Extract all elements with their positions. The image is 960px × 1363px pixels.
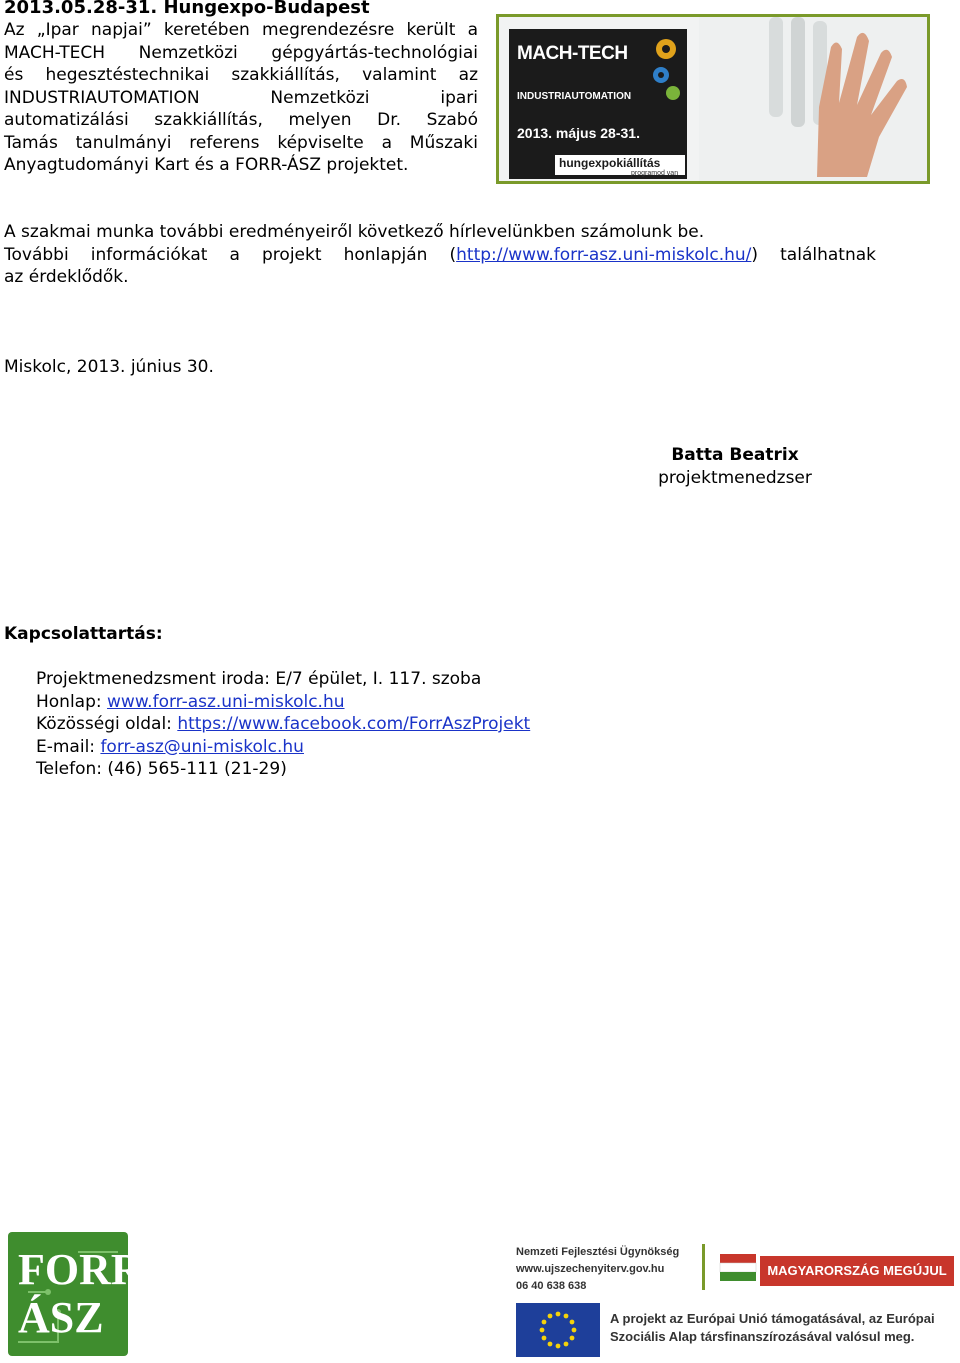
mach-tech-title: MACH-TECH — [517, 43, 628, 64]
homepage-link[interactable]: www.forr-asz.uni-miskolc.hu — [107, 691, 345, 712]
intro-paragraph — [4, 19, 478, 177]
intro-line: Tamás tanulmányi referens képviselte a Műszaki — [4, 132, 478, 153]
contact-email — [36, 736, 530, 759]
ntu-line: Nemzeti Fejlesztési Ügynökség — [516, 1246, 680, 1258]
eu-flag-icon — [516, 1303, 600, 1357]
homepage-label: Honlap: — [36, 691, 108, 712]
ntu-line: www.ujszechenyiterv.gov.hu — [516, 1263, 665, 1275]
intro-line: Anyagtudományi Kart és a FORR-ÁSZ projektet. — [4, 155, 409, 175]
email-link[interactable]: forr-asz@uni-miskolc.hu — [100, 736, 304, 757]
contact-social — [36, 713, 530, 736]
contact-heading: Kapcsolattartás: — [4, 624, 163, 644]
event-banner — [496, 14, 930, 184]
event-date: 2013. május 28-31. — [517, 125, 640, 141]
intro-line: INDUSTRIAUTOMATION Nemzetközi ipari — [4, 87, 478, 108]
mach-tech-logo — [509, 29, 687, 179]
info-prefix: További információkat a projekt honlapján ( — [4, 244, 457, 265]
signature-name: Batta Beatrix — [671, 445, 799, 465]
contact-office: Projektmenedzsment iroda: E/7 épület, I. 117. szoba — [36, 669, 482, 689]
intro-line: Az „Ipar napjai” keretében megrendezésre került a — [4, 20, 478, 40]
forr-asz-logo-text: FORR ÁSZ — [18, 1245, 143, 1342]
hungarian-flag-icon — [702, 1244, 758, 1290]
project-website-link[interactable]: http://www.forr-asz.uni-miskolc.hu/ — [456, 244, 752, 265]
contact-list — [36, 668, 530, 781]
forr-asz-logo — [8, 1232, 143, 1356]
results-line: A szakmai munka további eredményeiről következő hírlevelünkben számolunk be. — [4, 222, 705, 242]
contact-homepage — [36, 691, 530, 714]
facebook-link[interactable]: https://www.facebook.com/ForrAszProjekt — [177, 714, 531, 734]
contact-phone: Telefon: (46) 565-111 (21-29) — [36, 759, 287, 779]
industriautomation-title: INDUSTRIAUTOMATION — [517, 91, 632, 102]
hand-icon — [699, 17, 927, 181]
eu-funding-line: Szociális Alap társfinanszírozásával valósul meg. — [610, 1329, 915, 1344]
eu-funding-text — [610, 1310, 956, 1346]
hungexpo-tagline: programod van — [631, 170, 679, 177]
info-line-2: az érdeklődők. — [4, 267, 129, 287]
intro-line: MACH-TECH Nemzetközi gépgyártás-technológiai — [4, 42, 478, 63]
article-heading: 2013.05.28-31. Hungexpo-Budapest — [4, 0, 370, 18]
date-line: Miskolc, 2013. június 30. — [4, 357, 214, 377]
hungexpo-logo — [555, 155, 685, 175]
ntu-line: 06 40 638 638 — [516, 1280, 587, 1292]
info-line — [4, 244, 876, 267]
email-label: E-mail: — [36, 736, 101, 757]
eu-funding-line: A projekt az Európai Unió támogatásával, az Európai — [610, 1311, 935, 1326]
ntu-block — [516, 1244, 696, 1295]
results-paragraph — [4, 221, 876, 289]
gear-icon — [649, 35, 683, 105]
signature-role: projektmenedzser — [658, 468, 812, 488]
info-suffix: ) találhatnak — [751, 244, 876, 265]
magyarorszag-megujul-logo: MAGYARORSZÁG MEGÚJUL — [760, 1256, 954, 1286]
intro-line: automatizálási szakkiállítás, melyen Dr. Szabó — [4, 110, 478, 130]
hungexpo-text: hungexpokiállítás — [559, 156, 661, 170]
social-label: Közösségi oldal: — [36, 714, 178, 734]
intro-line: és hegesztéstechnikai szakkiállítás, valamint az — [4, 65, 478, 85]
